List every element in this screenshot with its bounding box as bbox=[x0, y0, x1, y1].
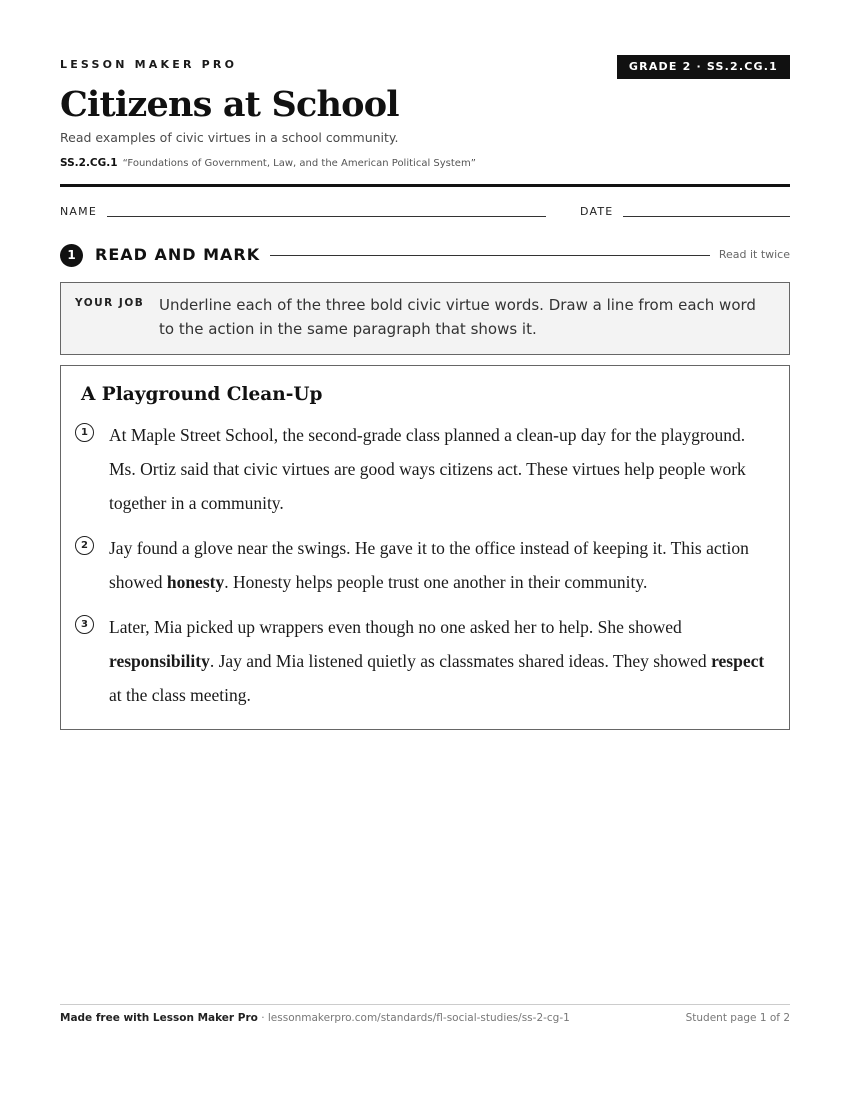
worksheet-page bbox=[60, 0, 790, 1100]
paragraph-text bbox=[109, 610, 769, 712]
paragraph-text-segment: Later, Mia picked up wrappers even though no one asked her to help. She showed bbox=[109, 617, 682, 637]
standard-description: “Foundations of Government, Law, and the American Political System” bbox=[122, 158, 476, 169]
virtue-word-honesty[interactable]: honesty bbox=[166, 572, 225, 592]
standard-line bbox=[60, 157, 476, 169]
paragraph-text-segment: . Honesty helps people trust one another in their community. bbox=[224, 572, 648, 592]
footer-url-link[interactable]: lessonmakerpro.com/standards/fl-social-studies/ss-2-cg-1 bbox=[267, 1012, 570, 1024]
reading-passage-box bbox=[60, 365, 790, 730]
paragraph-text-segment: . Jay and Mia listened quietly as classmates shared ideas. They showed bbox=[209, 651, 712, 671]
instructions-box bbox=[60, 282, 790, 355]
name-label: NAME bbox=[60, 205, 97, 218]
paragraph-number-badge: 1 bbox=[75, 423, 94, 442]
standard-code: SS.2.CG.1 bbox=[60, 157, 118, 169]
section-number-badge: 1 bbox=[60, 244, 83, 267]
section-note: Read it twice bbox=[718, 248, 790, 261]
instructions-text: Underline each of the three bold civic virtue words. Draw a line from each word to the action in the same paragraph that shows it. bbox=[159, 296, 756, 338]
section-divider bbox=[270, 255, 710, 256]
page-title: Citizens at School bbox=[60, 84, 399, 125]
reading-title: A Playground Clean-Up bbox=[81, 384, 323, 405]
paragraph-text bbox=[109, 531, 769, 599]
footer-brand: Made free with Lesson Maker Pro bbox=[60, 1012, 258, 1024]
paragraph-number-badge: 2 bbox=[75, 536, 94, 555]
footer-page-number: Student page 1 of 2 bbox=[685, 1012, 790, 1024]
footer-credit bbox=[60, 1012, 570, 1024]
instructions-label: YOUR JOB bbox=[75, 297, 145, 309]
header-divider bbox=[60, 184, 790, 187]
paragraph-text-segment: Jay found a glove near the swings. He gave it to the office instead of keeping it. This action showed bbox=[109, 538, 749, 592]
grade-badge: GRADE 2 · SS.2.CG.1 bbox=[617, 55, 790, 79]
section-title: READ AND MARK bbox=[95, 245, 261, 264]
virtue-word-respect[interactable]: respect bbox=[711, 651, 765, 671]
name-field[interactable] bbox=[107, 216, 546, 217]
date-label: DATE bbox=[580, 205, 614, 218]
date-field[interactable] bbox=[623, 216, 790, 217]
footer-divider bbox=[60, 1004, 790, 1005]
page-subtitle: Read examples of civic virtues in a school community. bbox=[60, 130, 399, 145]
brand-name: LESSON MAKER PRO bbox=[60, 58, 238, 71]
virtue-word-responsibility[interactable]: responsibility bbox=[109, 651, 210, 671]
paragraph-number-badge: 3 bbox=[75, 615, 94, 634]
footer-separator: · bbox=[257, 1012, 268, 1024]
paragraph-text: At Maple Street School, the second-grade class planned a clean-up day for the playground. Ms. Ortiz said that civic virtues are good ways citizens act. These virtues help people work together in a community. bbox=[109, 425, 746, 513]
paragraph-text-segment: at the class meeting. bbox=[109, 685, 251, 705]
